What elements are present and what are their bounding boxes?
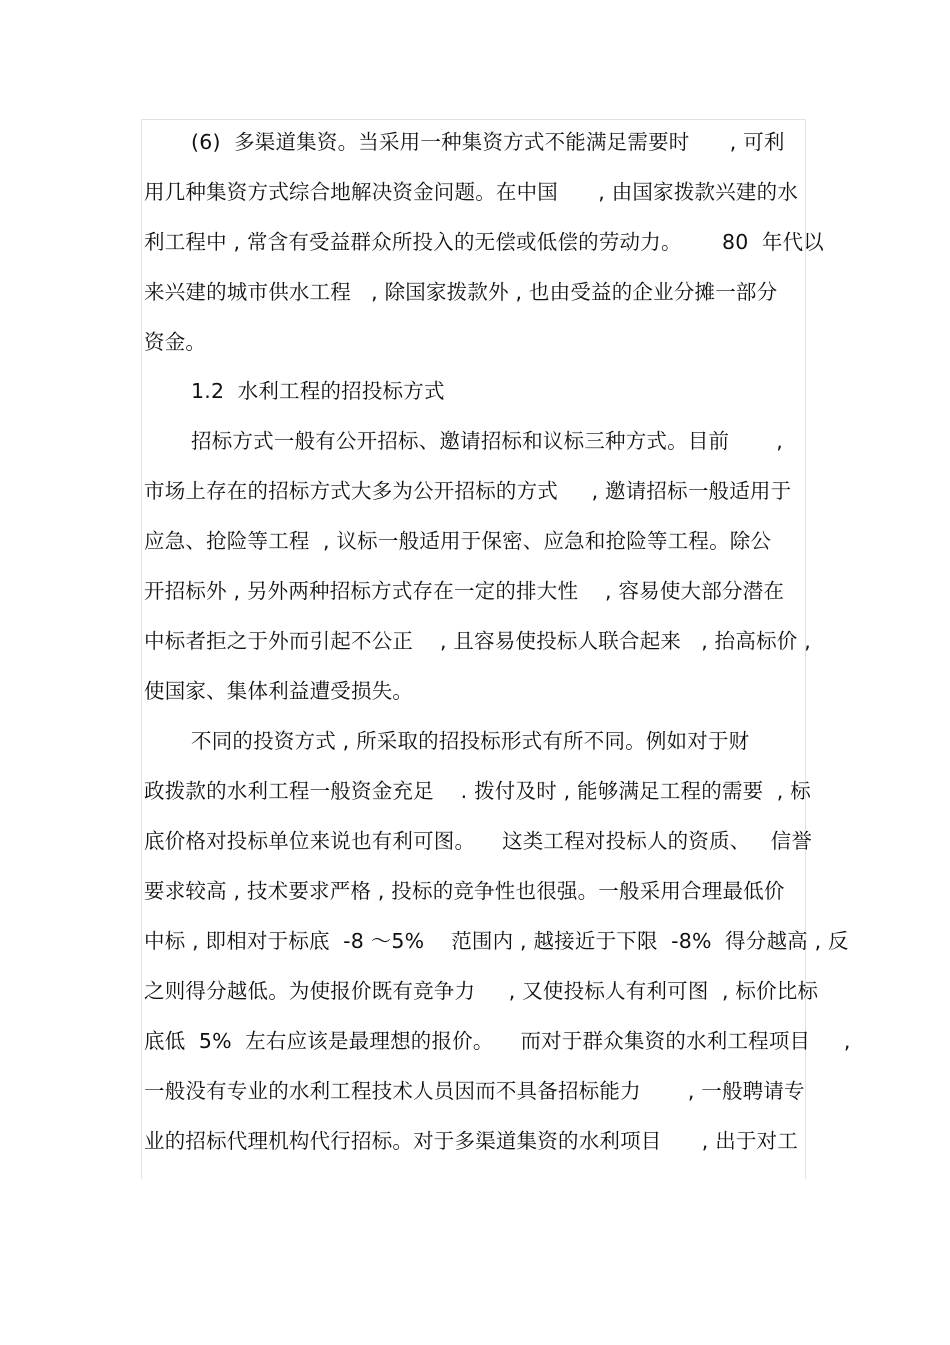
text-line: 使国家、集体利益遭受损失。	[144, 679, 414, 703]
text-line: 之则得分越低。为使报价既有竞争力 , 又使投标人有利可图 , 标价比标	[144, 979, 819, 1003]
text-line: 底低 5% 左右应该是最理想的报价。 而对于群众集资的水利工程项目 ,	[144, 1029, 851, 1053]
text-line: 来兴建的城市供水工程 , 除国家拨款外 , 也由受益的企业分摊一部分	[144, 280, 778, 304]
text-line: 招标方式一般有公开招标、邀请招标和议标三种方式。目前 ,	[144, 429, 783, 453]
text-line: 政拨款的水利工程一般资金充足 . 拨付及时 , 能够满足工程的需要 , 标	[144, 779, 811, 803]
text-line: 利工程中 , 常含有受益群众所投入的无偿或低偿的劳动力。 80 年代以	[144, 230, 824, 254]
text-line: 中标 , 即相对于标底 -8 ～5% 范围内 , 越接近于下限 -8% 得分越高 , 反	[144, 929, 849, 953]
text-line: 应急、抢险等工程 , 议标一般适用于保密、应急和抢险等工程。除公	[144, 529, 772, 553]
text-line: 业的招标代理机构代行招标。对于多渠道集资的水利项目 , 出于对工	[144, 1129, 799, 1153]
section-heading: 1.2 水利工程的招投标方式	[144, 379, 445, 403]
text-line: 不同的投资方式 , 所采取的招投标形式有所不同。例如对于财	[144, 729, 750, 753]
text-line: 一般没有专业的水利工程技术人员因而不具备招标能力 , 一般聘请专	[144, 1079, 805, 1103]
text-line: 开招标外 , 另外两种招标方式存在一定的排大性 , 容易使大部分潜在	[144, 579, 785, 603]
text-line: 底价格对投标单位来说也有利可图。 这类工程对投标人的资质、 信誉	[144, 829, 813, 853]
text-line: 中标者拒之于外而引起不公正 , 且容易使投标人联合起来 , 抬高标价 ,	[144, 629, 811, 653]
text-line: 用几种集资方式综合地解决资金问题。在中国 , 由国家拨款兴建的水	[144, 180, 799, 204]
text-line: 市场上存在的招标方式大多为公开招标的方式 , 邀请招标一般适用于	[144, 479, 792, 503]
text-line: 资金。	[144, 330, 207, 354]
text-line: (6) 多渠道集资。当采用一种集资方式不能满足需要时 , 可利	[144, 130, 785, 154]
text-line: 要求较高 , 技术要求严格 , 投标的竞争性也很强。一般采用合理最低价	[144, 879, 785, 903]
